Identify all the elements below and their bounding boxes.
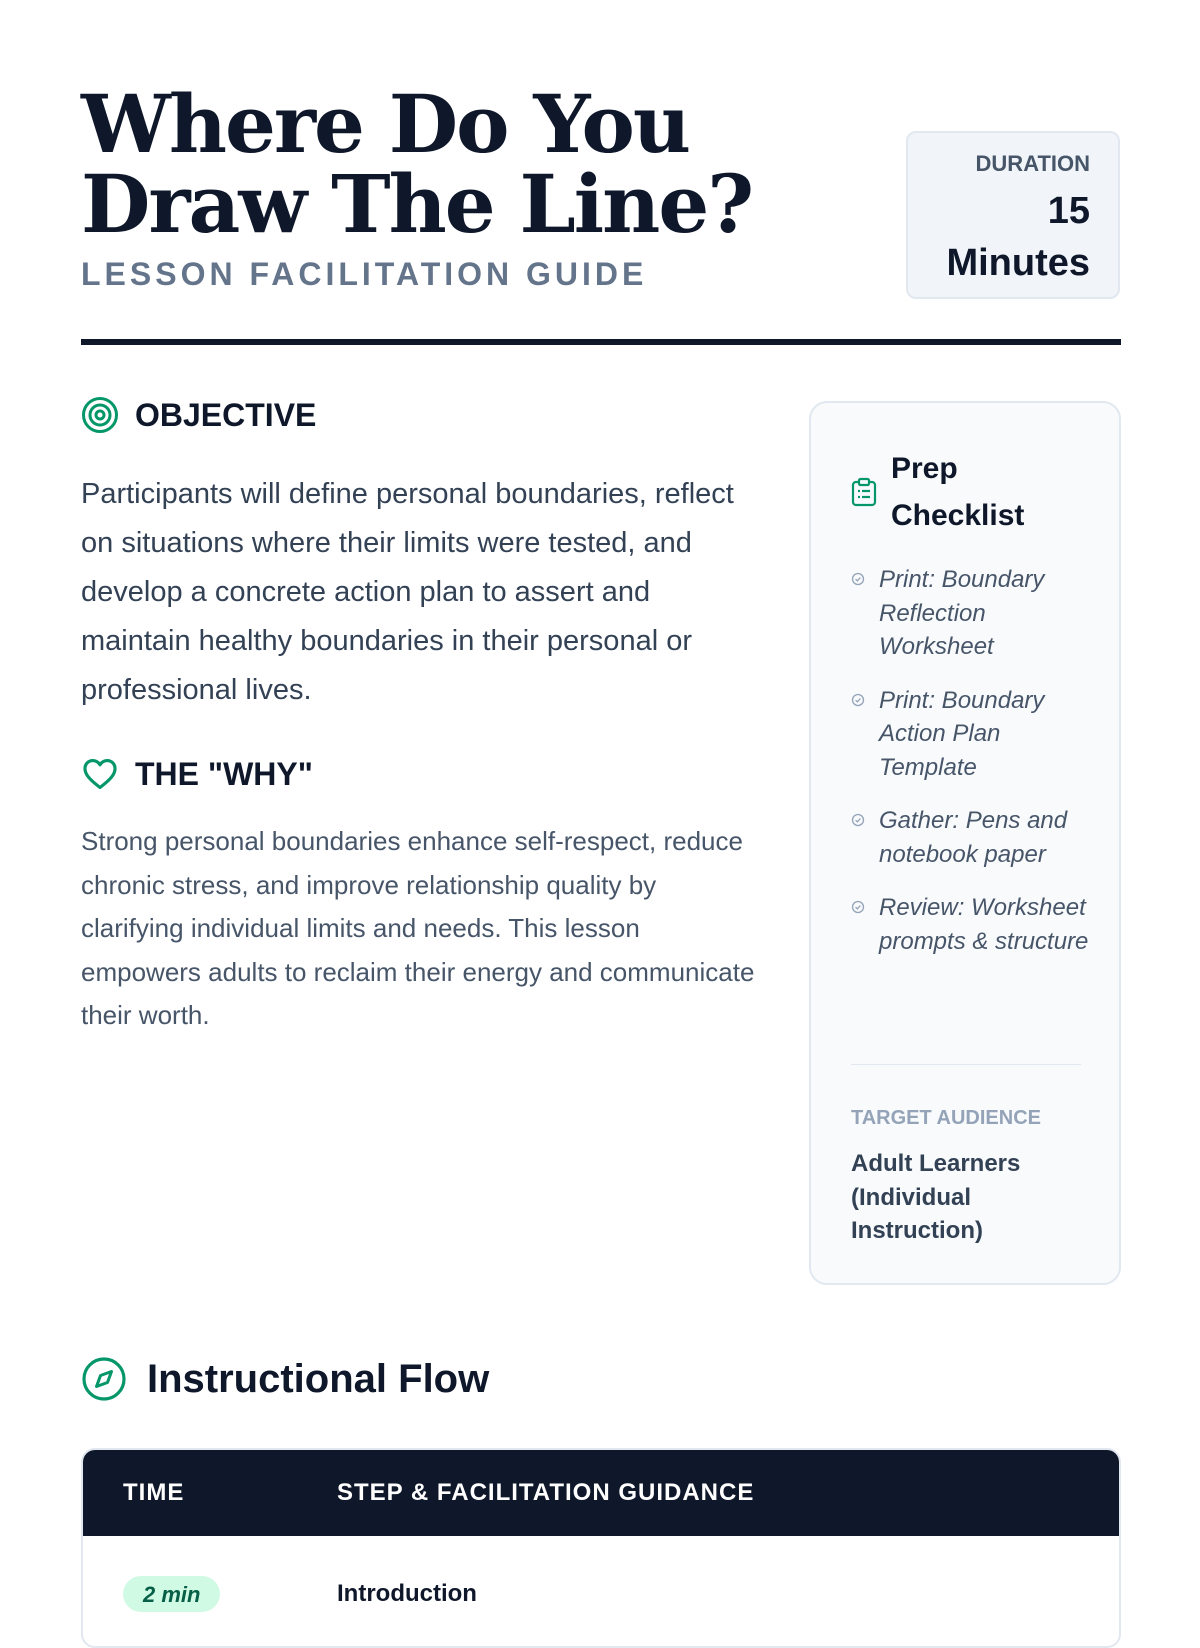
why-heading — [81, 755, 313, 793]
target-audience-value: Adult Learners (Individual Instruction) — [851, 1150, 1021, 1244]
duration-value: 15 Minutes — [946, 190, 1090, 284]
target-audience-label: TARGET AUDIENCE — [851, 1107, 1041, 1129]
target-icon — [81, 396, 119, 434]
checklist-item — [851, 684, 1091, 785]
checklist-item — [851, 804, 1091, 871]
table-header — [83, 1450, 1119, 1536]
step-title: Introduction — [337, 1580, 477, 1607]
instructional-flow-title: Instructional Flow — [147, 1356, 490, 1401]
sidebar-divider — [851, 1064, 1081, 1065]
why-text: Strong personal boundaries enhance self-respect, reduce chronic stress, and improve relationship quality by clarifying individual limits and needs. This lesson empowers adults to reclaim their energy and communicate their worth. — [81, 826, 755, 1030]
check-circle-icon — [851, 693, 865, 707]
checklist-item-text: Print: Boundary Reflection Worksheet — [879, 566, 1045, 660]
prep-checklist-card — [809, 401, 1121, 1285]
check-circle-icon — [851, 813, 865, 827]
prep-checklist-title: Prep Checklist — [891, 452, 1025, 532]
column-header-time: TIME — [123, 1479, 185, 1506]
instructional-flow-heading — [81, 1356, 489, 1402]
table-row — [83, 1536, 1119, 1648]
duration-card — [906, 131, 1120, 299]
checklist-item — [851, 891, 1091, 958]
instructional-flow-table — [81, 1448, 1121, 1648]
check-circle-icon — [851, 572, 865, 586]
page-header — [81, 77, 1121, 344]
objective-text: Participants will define personal boundaries, reflect on situations where their limits were tested, and develop a concrete action plan to assert and maintain healthy boundaries in their personal or professional lives. — [81, 478, 734, 706]
compass-icon — [81, 1356, 127, 1402]
time-badge: 2 min — [123, 1576, 220, 1612]
objective-heading — [81, 396, 316, 434]
check-circle-icon — [851, 900, 865, 914]
checklist-item-text: Print: Boundary Action Plan Template — [879, 686, 1045, 781]
header-divider — [81, 339, 1121, 345]
clipboard-icon — [851, 477, 877, 507]
duration-label: DURATION — [975, 151, 1090, 176]
heart-icon — [81, 755, 119, 793]
prep-checklist — [851, 563, 1091, 978]
checklist-item — [851, 563, 1091, 664]
prep-checklist-heading — [851, 445, 1061, 539]
checklist-item-text: Gather: Pens and notebook paper — [879, 807, 1068, 868]
column-header-step: STEP & FACILITATION GUIDANCE — [337, 1479, 755, 1506]
page-title: Where Do You Draw The Line? — [81, 77, 753, 251]
why-title: THE "WHY" — [135, 755, 313, 792]
checklist-item-text: Review: Worksheet prompts & structure — [879, 894, 1089, 955]
objective-title: OBJECTIVE — [135, 396, 317, 433]
page-subtitle: LESSON FACILITATION GUIDE — [81, 256, 648, 292]
